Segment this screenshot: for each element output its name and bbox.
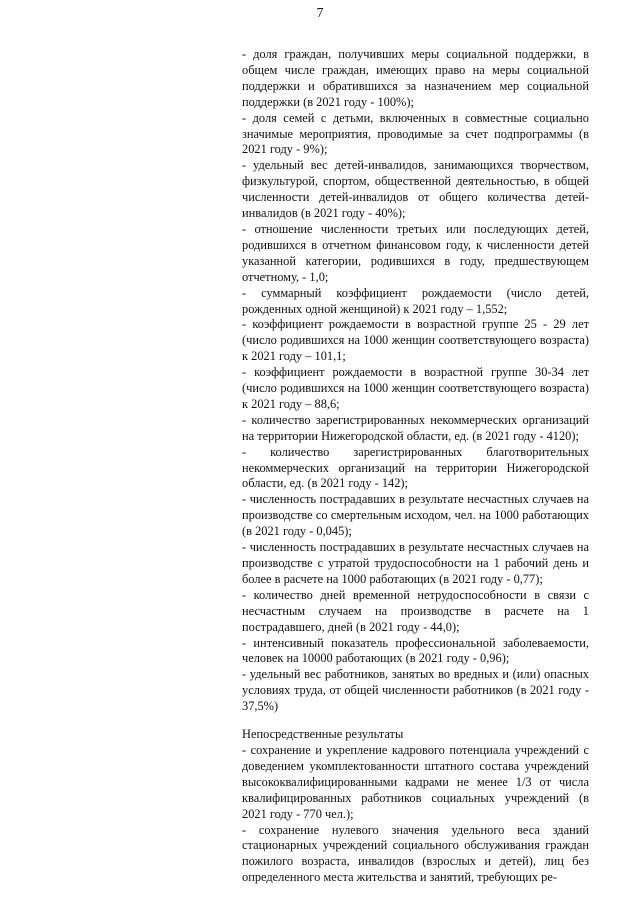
section-heading: Непосредственные результаты	[242, 727, 404, 742]
indicator-item: - интенсивный показатель профессиональной заболеваемости, человек на 10000 работающих (в 2021 году - 0,96);	[242, 635, 589, 666]
page-number: 7	[316, 6, 324, 21]
section-spacer	[242, 715, 589, 727]
indicator-item: - доля граждан, получивших меры социальной поддержки, в общем числе граждан, имеющих право на меры социальной поддержки и обратившихся за назначением мер социальной поддержки (в 2021 году - 100%);	[242, 47, 589, 109]
result-item: - сохранение нулевого значения удельного веса зданий стационарных учреждений социального обслуживания граждан пожилого возраста, инвалидов (взрослых и детей), лиц без определенного места жительства и занятий, требующих ре-	[242, 822, 589, 885]
indicator-item: - удельный вес работников, занятых во вредных и (или) опасных условиях труда, от общей численности работников (в 2021 году - 37,5%)	[242, 667, 589, 714]
indicator-item: - доля семей с детьми, включенных в совместные социально значимые мероприятия, проводимые за счет подпрограммы (в 2021 году - 9%);	[242, 110, 589, 157]
indicator-item: - количество зарегистрированных некоммерческих организаций на территории Нижегородской области, ед. (в 2021 году - 4120);	[242, 412, 589, 443]
indicator-item: - коэффициент рождаемости в возрастной группе 25 - 29 лет (число родившихся на 1000 женщин соответствующего возраста) к 2021 году – 101,1;	[242, 317, 589, 364]
document-body	[242, 47, 589, 886]
indicator-item: - отношение численности третьих или последующих детей, родившихся в отчетном финансовом году, к численности детей указанной категории, родившихся в году, предшествующем отчетному, - 1,0;	[242, 221, 589, 284]
indicator-item: - удельный вес детей-инвалидов, занимающихся творчеством, физкультурой, спортом, общественной деятельностью, в общей численности детей-инвалидов от общего количества детей-инвалидов (в 2021 году - 40%);	[242, 158, 589, 221]
indicator-item: - численность пострадавших в результате несчастных случаев на производстве со смертельным исходом, чел. на 1000 работающих (в 2021 году - 0,045);	[242, 492, 589, 539]
indicator-item: - количество зарегистрированных благотворительных некоммерческих организаций на территории Нижегородской области, ед. (в 2021 году - 142);	[242, 444, 589, 491]
indicator-item: - численность пострадавших в результате несчастных случаев на производстве с утратой трудоспособности на 1 рабочий день и более в расчете на 1000 работающих (в 2021 году - 0,77);	[242, 540, 589, 586]
indicator-item: - суммарный коэффициент рождаемости (число детей, рожденных одной женщиной) к 2021 году – 1,552;	[242, 285, 589, 316]
indicator-item: - количество дней временной нетрудоспособности в связи с несчастным случаем на производстве в расчете на 1 пострадавшего, дней (в 2021 году - 44,0);	[242, 587, 589, 634]
indicator-item: - коэффициент рождаемости в возрастной группе 30-34 лет (число родившихся на 1000 женщин соответствующего возраста) к 2021 году – 88,6;	[242, 365, 589, 411]
result-item: - сохранение и укрепление кадрового потенциала учреждений с доведением укомплектованности штатного состава учреждений высококвалифицированными кадрами не менее 1/3 от числа квалифицированных работников социальных учреждений (в 2021 году - 770 чел.);	[242, 742, 589, 821]
